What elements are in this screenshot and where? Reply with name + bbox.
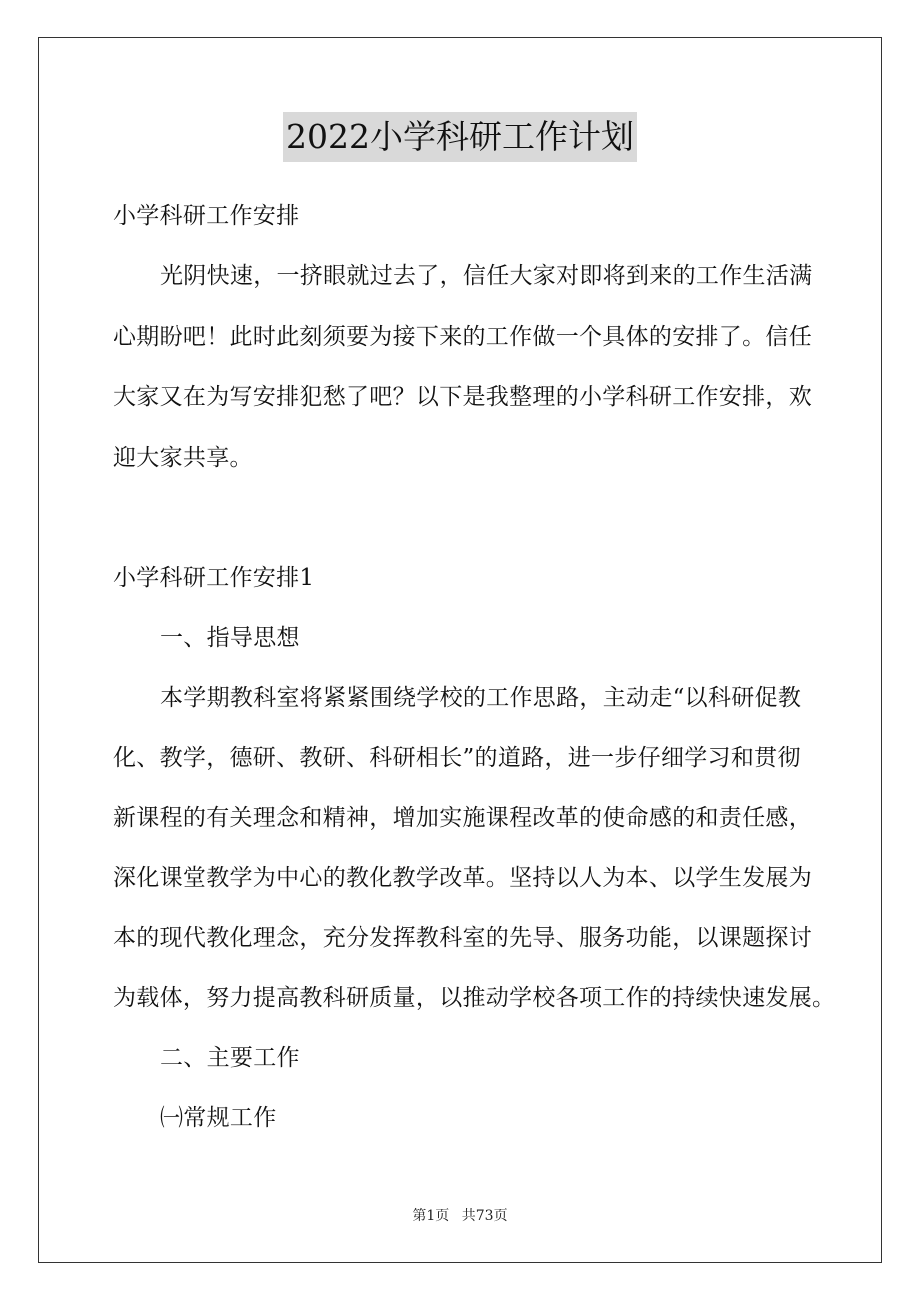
document-title: 2022小学科研工作计划 bbox=[283, 112, 637, 162]
intro-line: 大家又在为写安排犯愁了吧？以下是我整理的小学科研工作安排，欢 bbox=[113, 384, 812, 410]
body-line: 新课程的有关理念和精神，增加实施课程改革的使命感的和责任感， bbox=[113, 805, 812, 831]
intro-line: 光阴快速，一挤眼就过去了，信任大家对即将到来的工作生活满 bbox=[160, 263, 813, 289]
body-line: 为载体，努力提高教科研质量，以推动学校各项工作的持续快速发展。 bbox=[113, 985, 836, 1011]
body-line: 深化课堂教学为中心的教化教学改革。坚持以人为本、以学生发展为 bbox=[113, 865, 812, 891]
page-number: 第1页 bbox=[412, 1208, 450, 1224]
subheading-routine-work: ㈠常规工作 bbox=[160, 1105, 277, 1131]
intro-line: 迎大家共享。 bbox=[113, 445, 253, 471]
section-heading: 小学科研工作安排1 bbox=[113, 565, 315, 591]
subheading-guiding-thought: 一、指导思想 bbox=[160, 625, 300, 651]
page-total: 共73页 bbox=[461, 1208, 508, 1224]
title-container bbox=[0, 112, 920, 162]
page-footer bbox=[0, 1206, 920, 1226]
body-line: 本学期教科室将紧紧围绕学校的工作思路，主动走“以科研促教 bbox=[160, 685, 802, 711]
body-line: 化、教学，德研、教研、科研相长”的道路，进一步仔细学习和贯彻 bbox=[113, 745, 801, 771]
document-heading: 小学科研工作安排 bbox=[113, 203, 300, 229]
subheading-main-work: 二、主要工作 bbox=[160, 1045, 300, 1071]
intro-line: 心期盼吧！此时此刻须要为接下来的工作做一个具体的安排了。信任 bbox=[113, 324, 812, 350]
body-line: 本的现代教化理念，充分发挥教科室的先导、服务功能，以课题探讨 bbox=[113, 925, 812, 951]
